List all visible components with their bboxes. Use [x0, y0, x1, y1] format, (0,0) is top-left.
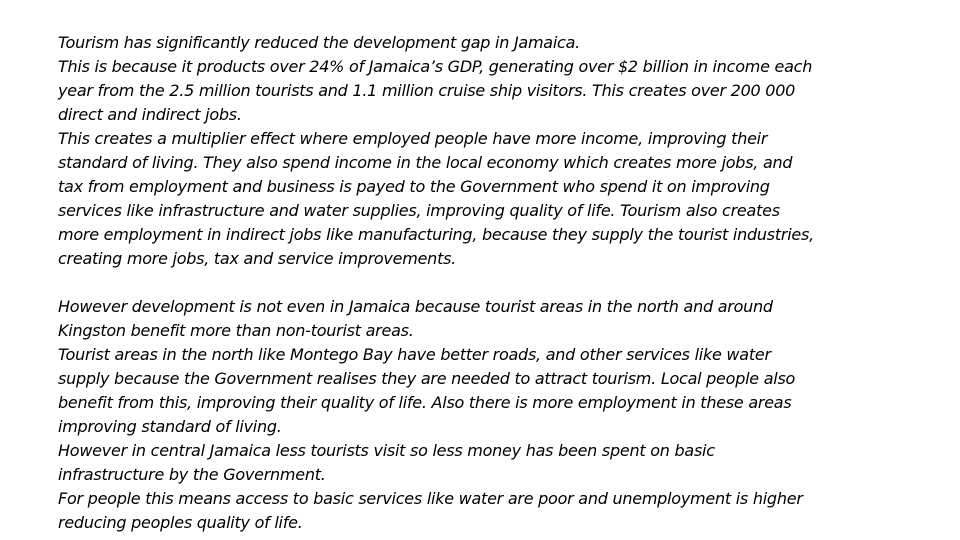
text-line: Tourist areas in the north like Montego Bay have better roads, and other services like water [58, 345, 771, 364]
text-line: standard of living. They also spend income in the local economy which creates more jobs, and [58, 153, 793, 172]
paragraph-2 [58, 295, 898, 535]
text-line: Kingston benefit more than non-tourist areas. [58, 321, 414, 340]
text-line: infrastructure by the Government. [58, 465, 326, 484]
text-line: direct and indirect jobs. [58, 105, 242, 124]
text-line: For people this means access to basic services like water are poor and unemployment is higher [58, 489, 803, 508]
text-line: creating more jobs, tax and service improvements. [58, 249, 457, 268]
paragraph-gap [58, 271, 898, 295]
text-line: supply because the Government realises they are needed to attract tourism. Local people also [58, 369, 796, 388]
text-line: This is because it products over 24% of Jamaica’s GDP, generating over $2 billion in income each [58, 57, 813, 76]
text-line: services like infrastructure and water supplies, improving quality of life. Tourism also creates [58, 201, 780, 220]
text-line: However development is not even in Jamaica because tourist areas in the north and around [58, 297, 773, 316]
text-line: This creates a multiplier effect where employed people have more income, improving their [58, 129, 768, 148]
paragraph-1 [58, 31, 898, 271]
text-line: benefit from this, improving their quality of life. Also there is more employment in these areas [58, 393, 792, 412]
text-line: reducing peoples quality of life. [58, 513, 303, 532]
text-line: more employment in indirect jobs like manufacturing, because they supply the tourist industries, [58, 225, 814, 244]
text-line: year from the 2.5 million tourists and 1.1 million cruise ship visitors. This creates over 200 000 [58, 81, 796, 100]
text-line: tax from employment and business is payed to the Government who spend it on improving [58, 177, 770, 196]
text-block [58, 31, 898, 535]
text-line: Tourism has significantly reduced the development gap in Jamaica. [58, 33, 580, 52]
text-line: improving standard of living. [58, 417, 282, 436]
text-line: However in central Jamaica less tourists visit so less money has been spent on basic [58, 441, 715, 460]
